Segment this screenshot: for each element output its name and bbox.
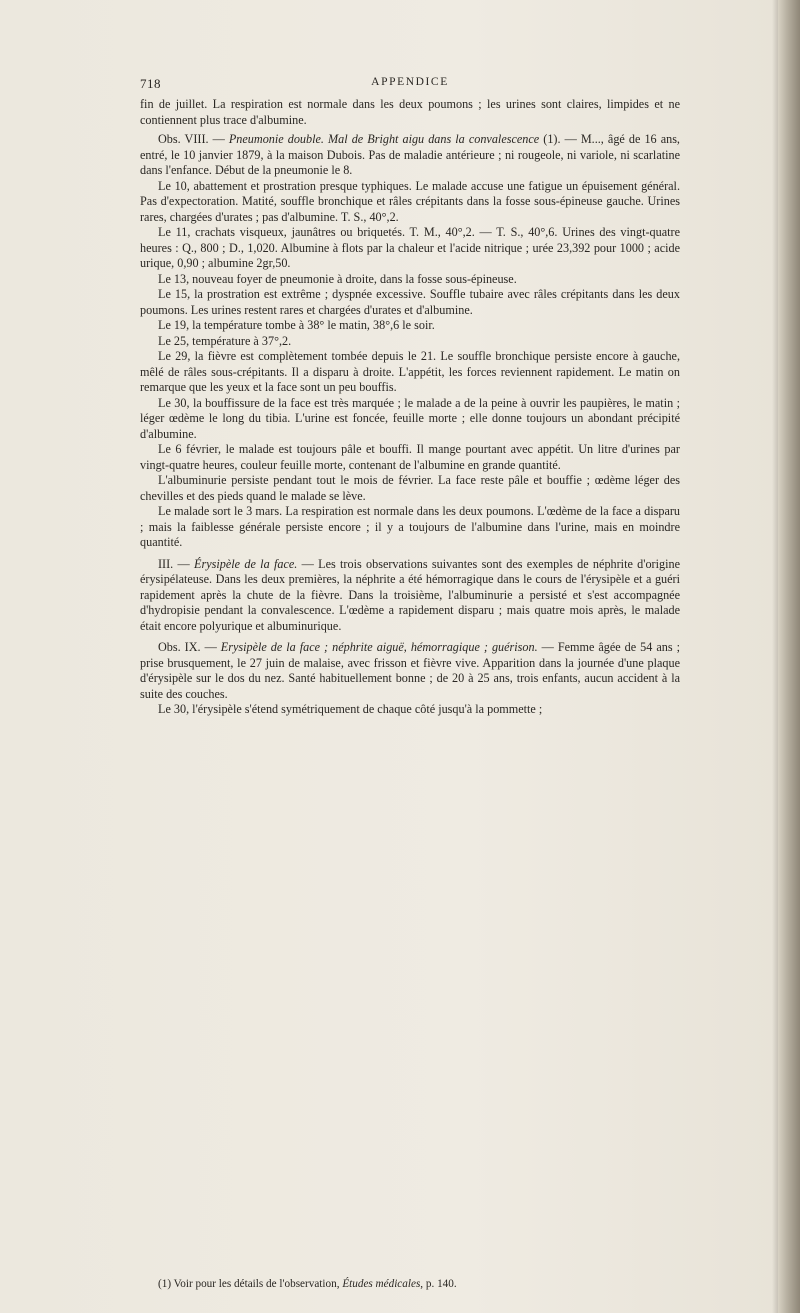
paragraph: Le 10, abattement et prostration presque typhiques. Le malade accuse une fatigue un épuisement général. Pas d'expectoration. Matité, souffle bronchique et râles crépitants dans la fosse sous-épineuse gauche. Urines rares, chargées d'urates ; pas d'albumine. T. S., 40°,2.: [140, 178, 680, 224]
section-intro: — Les trois observations suivantes sont des exemples de néphrite d'origine érysipélateuse. Dans les deux premières, la néphrite a été hémorragique dans le cours de l'érysipèle et a guéri rapidement après la chute de la fièvre. Dans la troisième, l'albuminurie a persisté et s'est accompagnée d'hydropisie pendant la convalescence. L'œdème a rapidement disparu ; mais quatre mois après, le malade était encore polyurique et albuminurique.: [140, 556, 680, 633]
observation-title: Pneumonie double. Mal de Bright aigu dans la convalescence: [228, 132, 540, 146]
paragraph: Le 6 février, le malade est toujours pâle et bouffi. Il mange pourtant avec appétit. Un litre d'urines par vingt-quatre heures, couleur feuille morte, contenant de l'albumine en grande quantité.: [140, 442, 680, 472]
observation-label: Obs. VIII. —: [158, 132, 229, 146]
paragraph: Le 13, nouveau foyer de pneumonie à droite, dans la fosse sous-épineuse.: [158, 271, 517, 286]
observation-intro: (1). — M..., âgé de 16 ans, entré, le 10 janvier 1879, à la maison Dubois. Pas de maladie antérieure ; ni rougeole, ni variole, ni scarlatine dans l'enfance. Début de la pneumonie le 8.: [140, 132, 680, 177]
paragraph: Le 15, la prostration est extrême ; dyspnée excessive. Souffle tubaire avec râles crépitants dans les deux poumons. Les urines restent rares et chargées d'urates et d'albumine.: [140, 287, 680, 317]
section-iii: [140, 557, 680, 635]
footnote: [158, 1277, 678, 1291]
running-head: [140, 76, 680, 96]
paragraph: L'albuminurie persiste pendant tout le mois de février. La face reste pâle et bouffie ; œdème léger des chevilles et des pieds quand le malade se lève.: [140, 473, 680, 503]
page-number: 718: [140, 76, 161, 91]
body-text: [140, 97, 680, 718]
running-title: APPENDICE: [371, 76, 449, 88]
paragraph: Le 30, la bouffissure de la face est très marquée ; le malade a de la peine à ouvrir les paupières, le matin ; léger œdème le long du tibia. L'urine est foncée, feuille morte ; elle donne toujours un abondant précipité d'albumine.: [140, 395, 680, 441]
paragraph: Le 30, l'érysipèle s'étend symétriquement de chaque côté jusqu'à la pommette ;: [158, 702, 543, 716]
observation-label: Obs. IX. —: [158, 640, 221, 654]
section-label: III. —: [158, 556, 195, 571]
paragraph: Le 29, la fièvre est complètement tombée depuis le 21. Le souffle bronchique persiste encore à gauche, mêlé de râles sous-crépitants. Il a disparu à droite. L'appétit, les forces reviennent rapidement. Le matin on remarque que les yeux et la face sont un peu bouffis.: [140, 349, 680, 394]
footnote-text: (1) Voir pour les détails de l'observation,: [158, 1278, 343, 1290]
observation-intro: — Femme âgée de 54 ans ; prise brusquement, le 27 juin de malaise, avec frisson et fièvre vive. Apparition dans la journée d'une plaque d'érysipèle sur le dos du nez. Santé habituellement bonne ; de 20 à 25 ans, trois enfants, aucun accident à la suite des couches.: [140, 640, 680, 701]
paragraph-continuation: fin de juillet. La respiration est normale dans les deux poumons ; les urines sont claires, limpides et ne contiennent plus trace d'albumine.: [140, 97, 680, 127]
book-edge: [778, 0, 800, 1313]
paragraph: Le malade sort le 3 mars. La respiration est normale dans les deux poumons. L'œdème de la face a disparu ; mais la faiblesse générale persiste encore ; il y a toujours de l'albumine dans l'urine, mais en moindre quantité.: [140, 504, 680, 549]
paragraph: Le 19, la température tombe à 38° le matin, 38°,6 le soir.: [158, 318, 435, 332]
observation-title: Erysipèle de la face ; néphrite aiguë, hémorragique ; guérison.: [220, 640, 538, 654]
paragraph: Le 25, température à 37°,2.: [158, 333, 292, 348]
observation-viii: [140, 132, 680, 179]
observation-ix: [140, 640, 680, 702]
footnote-title: Études médicales: [342, 1278, 421, 1290]
footnote-page: , p. 140.: [420, 1278, 457, 1290]
paragraph: Le 11, crachats visqueux, jaunâtres ou briquetés. T. M., 40°,2. — T. S., 40°,6. Urines des vingt-quatre heures : Q., 800 ; D., 1,020. Albumine à flots par la chaleur et l'acide nitrique ; urée 23,392 pour 1000 ; acide urique, 0,90 ; albumine 2gr,50.: [140, 225, 680, 270]
section-title: Érysipèle de la face.: [194, 556, 298, 571]
